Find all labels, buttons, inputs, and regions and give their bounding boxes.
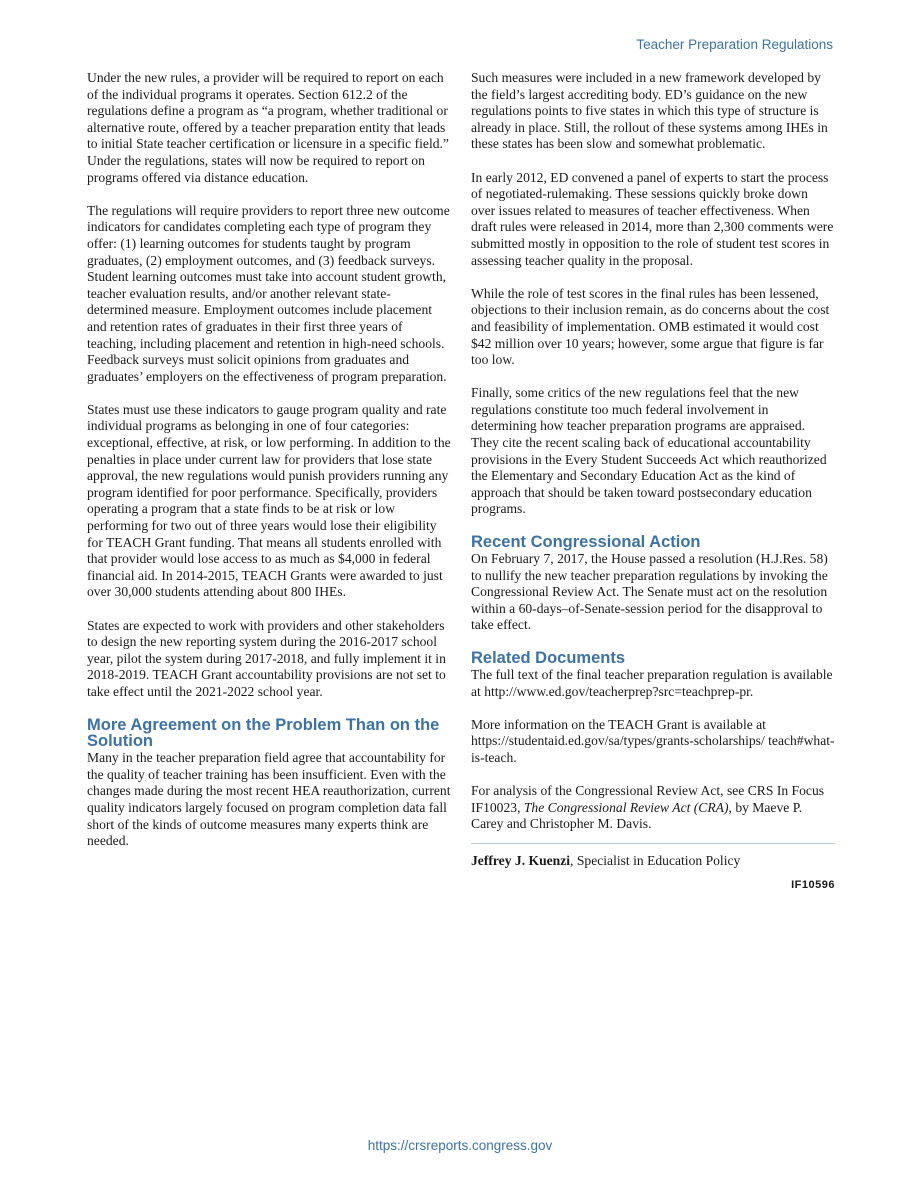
- left-column: [87, 70, 451, 850]
- paragraph: Many in the teacher preparation field agree that accountability for the quality of teacher training has been insufficient. Even with the changes made during the most recent HEA reauthorization, current quality indicators largely focused on program completion data fall short of the kinds of outcome measures many experts think are needed.: [87, 750, 451, 849]
- paragraph: Under the new rules, a provider will be required to report on each of the individual programs it operates. Section 612.2 of the regulations define a program as “a program, whether traditional or alternative route, offered by a teacher preparation entity that leads to initial State teacher certification or licensure in a specific field.” Under the regulations, states will now be required to report on programs offered via distance education.: [87, 70, 449, 185]
- author-line: [471, 853, 835, 870]
- reference-text: , by Maeve P. Carey and Christopher M. Davis.: [471, 799, 803, 832]
- paragraph: Such measures were included in a new framework developed by the field’s largest accrediting body. ED’s guidance on the new regulations points to five states in which this type of structure is already in place. Still, the rollout of these systems among IHEs in these states has been slow and somewhat problematic.: [471, 70, 828, 152]
- author-name: Jeffrey J. Kuenzi: [471, 852, 571, 868]
- paragraph: While the role of test scores in the final rules has been lessened, objections to their inclusion remain, as do concerns about the cost and feasibility of implementation. OMB estimated it would cost $42 million over 10 years; however, some argue that figure is far too low.: [471, 285, 830, 368]
- paragraph-cra-reference: [471, 783, 835, 833]
- footer-url-link[interactable]: https://crsreports.congress.gov: [367, 1138, 553, 1153]
- paragraph: The regulations will require providers to report three new outcome indicators for candidates completing each type of program they offer: (1) learning outcomes for students taught by program graduates, (2) employment outcomes, and (3) feedback surveys. Student learning outcomes must take into account student growth, teacher evaluation results, and/or another relevant state-determined measure. Employment outcomes include placement and retention rates of graduates in their first three years of teaching, including placement and retention in high-need schools. Feedback surveys must solicit opinions from graduates and graduates’ employers on the effectiveness of program preparation.: [87, 202, 450, 384]
- document-id: IF10596: [791, 878, 835, 891]
- section-heading-agreement: More Agreement on the Problem Than on the Solution: [87, 716, 440, 751]
- section-heading-congressional-action: Recent Congressional Action: [471, 533, 701, 552]
- paragraph: Finally, some critics of the new regulations feel that the new regulations constitute too much federal involvement in determining how teacher preparation programs are appraised. They cite the recent scaling back of educational accountability provisions in the Every Student Succeeds Act which reauthorized the Elementary and Secondary Education Act as the kind of approach that should be taken toward postsecondary education programs.: [471, 385, 827, 517]
- author-title: , Specialist in Education Policy: [570, 852, 741, 868]
- divider-rule: [471, 843, 835, 844]
- paragraph-link-teach-grant: More information on the TEACH Grant is available at https://studentaid.ed.gov/sa/types/grants-scholarships/ teach#what-is-teach.: [471, 716, 835, 765]
- running-header-title: Teacher Preparation Regulations: [636, 37, 833, 52]
- paragraph-link-regulation: The full text of the final teacher preparation regulation is available at http://www.ed.gov/teacherprep?src=teachprep-pr.: [471, 667, 833, 699]
- section-heading-related-documents: Related Documents: [471, 649, 626, 667]
- paragraph: On February 7, 2017, the House passed a resolution (H.J.Res. 58) to nullify the new teacher preparation regulations by invoking the Congressional Review Act. The Senate must act on the resolution within a 60-days–of-Senate-session period for the disapproval to take effect.: [471, 551, 828, 633]
- paragraph: States are expected to work with providers and other stakeholders to design the new reporting system during the 2016-2017 school year, pilot the system during 2017-2018, and fully implement it in 2018-2019. TEACH Grant accountability provisions are not set to take effect until the 2021-2022 school year.: [87, 617, 446, 699]
- paragraph: States must use these indicators to gauge program quality and rate individual programs as belonging in one of four categories: exceptional, effective, at risk, or low performing. In addition to the penalties in place under current law for providers that lose state approval, the new regulations would punish providers running any program identified for poor performance. Specifically, providers operating a program that a state finds to be at risk or low performing for two out of three years would lose their eligibility for TEACH Grant funding. That means all students enrolled with that provider would lose access to as much as $4,000 in federal financial aid. In 2014-2015, TEACH Grants were awarded to just over 30,000 students attending about 800 IHEs.: [87, 401, 451, 600]
- paragraph: In early 2012, ED convened a panel of experts to start the process of negotiated-rulemaking. These sessions quickly broke down over issues related to measures of teacher effectiveness. When draft rules were released in 2014, more than 2,300 comments were submitted mostly in opposition to the role of student test scores in assessing teacher quality in the proposal.: [471, 169, 834, 268]
- reference-text: For analysis of the Congressional Review Act, see CRS In Focus IF10023,: [471, 783, 825, 815]
- reference-title: The Congressional Review Act (CRA): [523, 799, 729, 815]
- right-column: [471, 70, 835, 893]
